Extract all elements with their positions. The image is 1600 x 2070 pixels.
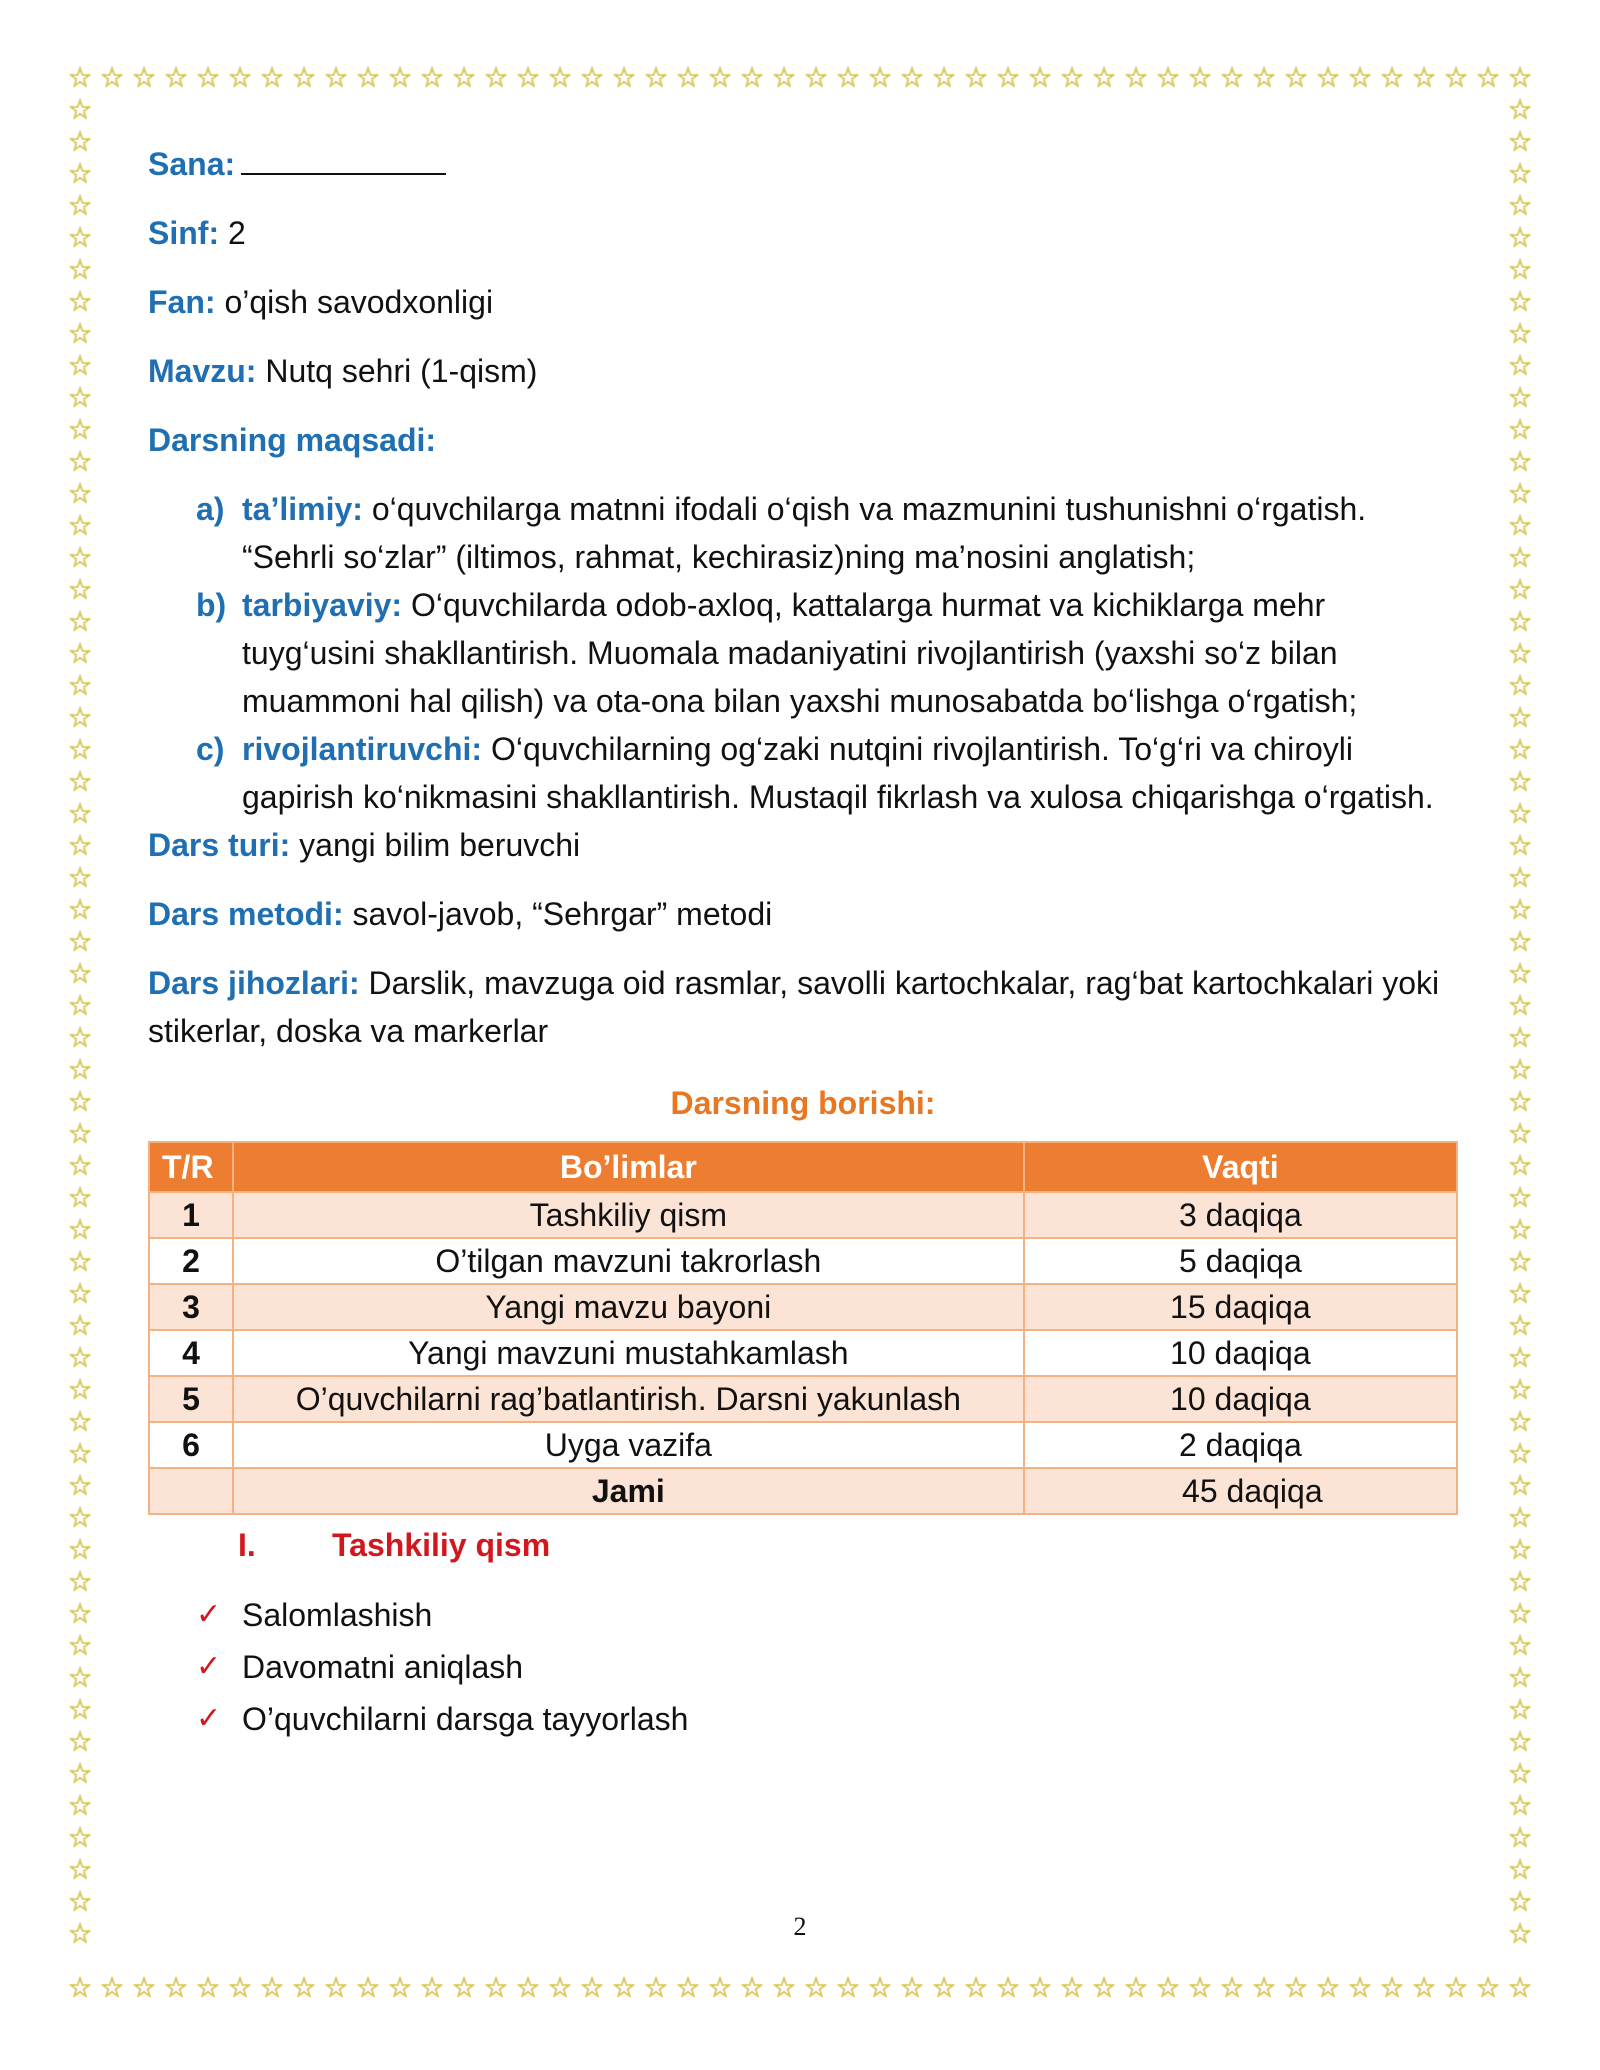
- star-icon: ☆: [1283, 62, 1309, 94]
- star-icon: ☆: [67, 1821, 93, 1854]
- star-icon: ☆: [99, 1972, 125, 2004]
- table-row: [149, 1238, 1457, 1284]
- star-icon: ☆: [1507, 125, 1533, 158]
- star-icon: ☆: [1251, 1972, 1277, 2004]
- star-icon: ☆: [835, 62, 861, 94]
- star-icon: ☆: [67, 157, 93, 190]
- star-icon: ☆: [67, 317, 93, 350]
- checkmark-icon: ✓: [196, 1701, 222, 1736]
- table-row: [149, 1376, 1457, 1422]
- goal-item: [196, 725, 1458, 821]
- star-icon: ☆: [1507, 829, 1533, 862]
- row-number: 1: [149, 1192, 233, 1238]
- star-icon: ☆: [67, 1341, 93, 1374]
- star-icon: ☆: [1507, 1437, 1533, 1470]
- star-icon: ☆: [131, 1972, 157, 2004]
- checklist-item-text: Salomlashish: [242, 1597, 433, 1633]
- row-number: 2: [149, 1238, 233, 1284]
- star-icon: ☆: [195, 1972, 221, 2004]
- star-icon: ☆: [1027, 62, 1053, 94]
- star-icon: ☆: [67, 1245, 93, 1278]
- checklist-item: [196, 1591, 1458, 1639]
- section-title: Darsning borishi:: [670, 1085, 936, 1121]
- star-icon: ☆: [1507, 989, 1533, 1022]
- star-icon: ☆: [67, 1053, 93, 1086]
- star-icon: ☆: [67, 1021, 93, 1054]
- star-icon: ☆: [387, 1972, 413, 2004]
- star-icon: ☆: [1507, 1469, 1533, 1502]
- star-icon: ☆: [1507, 957, 1533, 990]
- star-icon: ☆: [67, 1757, 93, 1790]
- star-icon: ☆: [67, 1213, 93, 1246]
- star-icon: ☆: [1507, 445, 1533, 478]
- star-icon: ☆: [67, 253, 93, 286]
- star-icon: ☆: [1507, 1917, 1533, 1950]
- part-1-title: Tashkiliy qism: [332, 1527, 551, 1563]
- star-icon: ☆: [1507, 285, 1533, 318]
- star-icon: ☆: [867, 62, 893, 94]
- star-icon: ☆: [1507, 509, 1533, 542]
- star-icon: ☆: [1507, 1149, 1533, 1182]
- star-icon: ☆: [1507, 189, 1533, 222]
- star-icon: ☆: [1507, 1821, 1533, 1854]
- star-icon: ☆: [387, 62, 413, 94]
- star-icon: ☆: [1507, 701, 1533, 734]
- header-number: T/R: [149, 1142, 233, 1192]
- star-icon: ☆: [867, 1972, 893, 2004]
- star-icon: ☆: [707, 1972, 733, 2004]
- star-border-left: [64, 94, 96, 1972]
- class-field: [148, 209, 1458, 257]
- star-icon: ☆: [323, 62, 349, 94]
- star-icon: ☆: [1507, 573, 1533, 606]
- star-icon: ☆: [67, 94, 93, 126]
- star-icon: ☆: [963, 62, 989, 94]
- star-icon: ☆: [547, 1972, 573, 2004]
- star-icon: ☆: [67, 1533, 93, 1566]
- star-icon: ☆: [67, 1853, 93, 1886]
- lesson-equipment-value: Darslik, mavzuga oid rasmlar, savolli kartochkalar, rag‘bat kartochkalari yoki stikerlar, doska va markerlar: [148, 965, 1440, 1049]
- checkmark-icon: ✓: [196, 1649, 222, 1684]
- star-icon: ☆: [67, 1277, 93, 1310]
- star-icon: ☆: [67, 349, 93, 382]
- goal-marker: c): [196, 731, 225, 767]
- goal-label: ta’limiy:: [242, 491, 363, 527]
- star-icon: ☆: [1507, 541, 1533, 574]
- star-icon: ☆: [1443, 1972, 1469, 2004]
- star-icon: ☆: [707, 62, 733, 94]
- star-icon: ☆: [67, 925, 93, 958]
- checklist-item-text: O’quvchilarni darsga tayyorlash: [242, 1701, 689, 1737]
- row-number: 4: [149, 1330, 233, 1376]
- star-icon: ☆: [1507, 1053, 1533, 1086]
- row-time: 3 daqiqa: [1024, 1192, 1457, 1238]
- total-time: 45 daqiqa: [1024, 1468, 1457, 1514]
- row-time: 2 daqiqa: [1024, 1422, 1457, 1468]
- goals-label: Darsning maqsadi:: [148, 422, 437, 458]
- star-icon: ☆: [67, 509, 93, 542]
- star-icon: ☆: [739, 62, 765, 94]
- star-icon: ☆: [1507, 1341, 1533, 1374]
- star-icon: ☆: [67, 957, 93, 990]
- star-icon: ☆: [579, 1972, 605, 2004]
- star-icon: ☆: [803, 62, 829, 94]
- star-icon: ☆: [1507, 1853, 1533, 1886]
- goal-item: [196, 485, 1458, 581]
- star-icon: ☆: [611, 62, 637, 94]
- star-icon: ☆: [67, 1725, 93, 1758]
- star-icon: ☆: [1507, 1661, 1533, 1694]
- star-icon: ☆: [1507, 1405, 1533, 1438]
- star-icon: ☆: [1507, 925, 1533, 958]
- table-total-row: [149, 1468, 1457, 1514]
- star-icon: ☆: [1507, 157, 1533, 190]
- checklist-item: [196, 1643, 1458, 1691]
- star-icon: ☆: [1315, 1972, 1341, 2004]
- lesson-method-field: [148, 890, 1458, 938]
- star-icon: ☆: [67, 1309, 93, 1342]
- star-icon: ☆: [67, 1565, 93, 1598]
- star-icon: ☆: [1507, 1309, 1533, 1342]
- star-icon: ☆: [67, 1885, 93, 1918]
- star-icon: ☆: [1507, 1725, 1533, 1758]
- star-icon: ☆: [1475, 1972, 1501, 2004]
- star-icon: ☆: [67, 1597, 93, 1630]
- star-icon: ☆: [291, 1972, 317, 2004]
- star-icon: ☆: [67, 1972, 93, 2004]
- row-section: Tashkiliy qism: [233, 1192, 1024, 1238]
- star-icon: ☆: [355, 62, 381, 94]
- star-border-top: [64, 62, 1536, 94]
- star-icon: ☆: [195, 62, 221, 94]
- star-icon: ☆: [67, 541, 93, 574]
- star-icon: ☆: [419, 1972, 445, 2004]
- star-icon: ☆: [1347, 1972, 1373, 2004]
- star-icon: ☆: [1507, 1885, 1533, 1918]
- part-1-checklist: [148, 1591, 1458, 1743]
- row-number: 5: [149, 1376, 233, 1422]
- star-icon: ☆: [1507, 317, 1533, 350]
- star-icon: ☆: [1379, 62, 1405, 94]
- star-icon: ☆: [67, 1501, 93, 1534]
- table-row: [149, 1192, 1457, 1238]
- star-icon: ☆: [259, 62, 285, 94]
- part-1-roman: I.: [238, 1527, 256, 1563]
- star-icon: ☆: [483, 62, 509, 94]
- row-section: Yangi mavzu bayoni: [233, 1284, 1024, 1330]
- star-icon: ☆: [675, 1972, 701, 2004]
- total-label: Jami: [233, 1468, 1024, 1514]
- total-number: [149, 1468, 233, 1514]
- star-icon: ☆: [323, 1972, 349, 2004]
- star-icon: ☆: [1059, 62, 1085, 94]
- goal-text: O‘quvchilarda odob-axloq, kattalarga hurmat va kichiklarga mehr tuyg‘usini shakllantirish. Muomala madaniyatini rivojlantirish (yaxshi so‘z bilan muammoni hal qilish) va ota-ona bilan yaxshi munosabatda bo‘lishga o‘rgatish;: [242, 587, 1358, 719]
- topic-value: Nutq sehri (1-qism): [265, 353, 538, 389]
- star-icon: ☆: [1507, 1245, 1533, 1278]
- star-icon: ☆: [67, 637, 93, 670]
- star-icon: ☆: [291, 62, 317, 94]
- lesson-method-value: savol-javob, “Sehrgar” metodi: [352, 896, 773, 932]
- goal-marker: b): [196, 587, 227, 623]
- star-icon: ☆: [1507, 893, 1533, 926]
- row-time: 5 daqiqa: [1024, 1238, 1457, 1284]
- star-icon: ☆: [227, 1972, 253, 2004]
- star-icon: ☆: [67, 893, 93, 926]
- row-time: 10 daqiqa: [1024, 1376, 1457, 1422]
- star-icon: ☆: [579, 62, 605, 94]
- star-icon: ☆: [1187, 1972, 1213, 2004]
- star-icon: ☆: [259, 1972, 285, 2004]
- lesson-equipment-field: [148, 959, 1458, 1055]
- date-blank-line: [241, 141, 446, 175]
- star-icon: ☆: [67, 381, 93, 414]
- star-icon: ☆: [67, 989, 93, 1022]
- star-icon: ☆: [1251, 62, 1277, 94]
- star-icon: ☆: [1507, 1629, 1533, 1662]
- star-icon: ☆: [1347, 62, 1373, 94]
- star-icon: ☆: [835, 1972, 861, 2004]
- goal-item: [196, 581, 1458, 725]
- star-icon: ☆: [1155, 1972, 1181, 2004]
- star-icon: ☆: [1507, 349, 1533, 382]
- star-icon: ☆: [67, 477, 93, 510]
- star-icon: ☆: [1411, 1972, 1437, 2004]
- star-icon: ☆: [803, 1972, 829, 2004]
- star-icon: ☆: [1507, 1277, 1533, 1310]
- row-section: Uyga vazifa: [233, 1422, 1024, 1468]
- star-icon: ☆: [931, 1972, 957, 2004]
- star-icon: ☆: [67, 1469, 93, 1502]
- star-icon: ☆: [355, 1972, 381, 2004]
- star-icon: ☆: [899, 62, 925, 94]
- goals-heading: [148, 416, 1458, 464]
- star-border-bottom: [64, 1972, 1536, 2004]
- checklist-item: [196, 1695, 1458, 1743]
- star-icon: ☆: [1507, 1789, 1533, 1822]
- lesson-type-field: [148, 821, 1458, 869]
- topic-label: Mavzu:: [148, 353, 257, 389]
- star-icon: ☆: [67, 285, 93, 318]
- star-icon: ☆: [67, 829, 93, 862]
- star-icon: ☆: [67, 1373, 93, 1406]
- star-icon: ☆: [931, 62, 957, 94]
- star-icon: ☆: [67, 1085, 93, 1118]
- lesson-equipment-label: Dars jihozlari:: [148, 965, 360, 1001]
- star-icon: ☆: [1443, 62, 1469, 94]
- star-icon: ☆: [739, 1972, 765, 2004]
- star-icon: ☆: [1283, 1972, 1309, 2004]
- subject-field: [148, 278, 1458, 326]
- star-icon: ☆: [1091, 62, 1117, 94]
- star-icon: ☆: [451, 62, 477, 94]
- row-section: O’tilgan mavzuni takrorlash: [233, 1238, 1024, 1284]
- star-icon: ☆: [1507, 733, 1533, 766]
- star-icon: ☆: [1475, 62, 1501, 94]
- lesson-type-label: Dars turi:: [148, 827, 291, 863]
- star-icon: ☆: [643, 1972, 669, 2004]
- star-icon: ☆: [67, 1437, 93, 1470]
- checkmark-icon: ✓: [196, 1597, 222, 1632]
- star-icon: ☆: [67, 605, 93, 638]
- star-icon: ☆: [1507, 1501, 1533, 1534]
- star-icon: ☆: [1379, 1972, 1405, 2004]
- star-icon: ☆: [1507, 1181, 1533, 1214]
- star-icon: ☆: [1507, 1972, 1533, 2004]
- star-icon: ☆: [163, 1972, 189, 2004]
- star-icon: ☆: [67, 797, 93, 830]
- date-label: Sana:: [148, 146, 236, 182]
- goal-text: O‘quvchilarning og‘zaki nutqini rivojlantirish. To‘g‘ri va chiroyli gapirish ko‘nikmasini shakllantirish. Mustaqil fikrlash va xulosa chiqarishga o‘rgatish.: [242, 731, 1434, 815]
- star-icon: ☆: [1059, 1972, 1085, 2004]
- star-icon: ☆: [67, 1117, 93, 1150]
- star-icon: ☆: [1219, 1972, 1245, 2004]
- row-number: 6: [149, 1422, 233, 1468]
- star-icon: ☆: [1155, 62, 1181, 94]
- star-icon: ☆: [643, 62, 669, 94]
- star-icon: ☆: [1507, 765, 1533, 798]
- star-icon: ☆: [67, 1181, 93, 1214]
- star-icon: ☆: [1507, 1213, 1533, 1246]
- star-icon: ☆: [1219, 62, 1245, 94]
- star-icon: ☆: [1507, 669, 1533, 702]
- star-icon: ☆: [1507, 1085, 1533, 1118]
- star-icon: ☆: [1507, 477, 1533, 510]
- header-sections: Bo’limlar: [233, 1142, 1024, 1192]
- star-icon: ☆: [995, 62, 1021, 94]
- goals-list: [148, 485, 1458, 821]
- goal-text: o‘quvchilarga matnni ifodali o‘qish va mazmunini tushunishni o‘rgatish. “Sehrli so‘zlar” (iltimos, rahmat, kechirasiz)ning ma’nosini anglatish;: [242, 491, 1367, 575]
- row-time: 15 daqiqa: [1024, 1284, 1457, 1330]
- star-icon: ☆: [1507, 94, 1533, 126]
- star-icon: ☆: [1507, 62, 1533, 94]
- star-icon: ☆: [67, 221, 93, 254]
- star-icon: ☆: [1507, 413, 1533, 446]
- checklist-item-text: Davomatni aniqlash: [242, 1649, 524, 1685]
- row-section: Yangi mavzuni mustahkamlash: [233, 1330, 1024, 1376]
- star-icon: ☆: [675, 62, 701, 94]
- subject-label: Fan:: [148, 284, 216, 320]
- star-icon: ☆: [515, 1972, 541, 2004]
- star-icon: ☆: [67, 1405, 93, 1438]
- star-icon: ☆: [1315, 62, 1341, 94]
- goal-label: rivojlantiruvchi:: [242, 731, 483, 767]
- star-icon: ☆: [483, 1972, 509, 2004]
- table-row: [149, 1330, 1457, 1376]
- star-icon: ☆: [771, 1972, 797, 2004]
- star-icon: ☆: [99, 62, 125, 94]
- star-icon: ☆: [611, 1972, 637, 2004]
- star-icon: ☆: [547, 62, 573, 94]
- star-icon: ☆: [1507, 1021, 1533, 1054]
- star-icon: ☆: [67, 445, 93, 478]
- row-time: 10 daqiqa: [1024, 1330, 1457, 1376]
- star-icon: ☆: [899, 1972, 925, 2004]
- star-icon: ☆: [963, 1972, 989, 2004]
- lesson-plan-table: [148, 1141, 1458, 1515]
- lesson-type-value: yangi bilim beruvchi: [299, 827, 581, 863]
- star-icon: ☆: [1507, 253, 1533, 286]
- star-icon: ☆: [67, 765, 93, 798]
- star-icon: ☆: [67, 861, 93, 894]
- star-icon: ☆: [67, 701, 93, 734]
- topic-field: [148, 347, 1458, 395]
- star-icon: ☆: [1507, 1693, 1533, 1726]
- class-value: 2: [227, 215, 246, 251]
- star-icon: ☆: [1507, 1117, 1533, 1150]
- star-icon: ☆: [1411, 62, 1437, 94]
- star-icon: ☆: [67, 1149, 93, 1182]
- row-number: 3: [149, 1284, 233, 1330]
- star-icon: ☆: [1507, 605, 1533, 638]
- date-field: [148, 140, 1458, 188]
- star-icon: ☆: [515, 62, 541, 94]
- star-icon: ☆: [1507, 381, 1533, 414]
- goal-label: tarbiyaviy:: [242, 587, 403, 623]
- star-icon: ☆: [67, 1629, 93, 1662]
- header-time: Vaqti: [1024, 1142, 1457, 1192]
- star-icon: ☆: [1123, 1972, 1149, 2004]
- star-icon: ☆: [1507, 1565, 1533, 1598]
- lesson-plan-page: [148, 140, 1458, 1747]
- star-icon: ☆: [1507, 1533, 1533, 1566]
- star-icon: ☆: [1187, 62, 1213, 94]
- subject-value: o’qish savodxonligi: [224, 284, 494, 320]
- star-icon: ☆: [67, 669, 93, 702]
- star-icon: ☆: [451, 1972, 477, 2004]
- part-1-heading: [148, 1521, 1458, 1569]
- star-icon: ☆: [1507, 637, 1533, 670]
- star-icon: ☆: [1507, 1597, 1533, 1630]
- star-icon: ☆: [1507, 797, 1533, 830]
- star-icon: ☆: [1027, 1972, 1053, 2004]
- star-icon: ☆: [1507, 221, 1533, 254]
- lesson-method-label: Dars metodi:: [148, 896, 344, 932]
- star-icon: ☆: [1507, 861, 1533, 894]
- star-icon: ☆: [67, 62, 93, 94]
- page-number: 2: [793, 1912, 807, 1941]
- star-icon: ☆: [419, 62, 445, 94]
- star-icon: ☆: [995, 1972, 1021, 2004]
- star-icon: ☆: [67, 573, 93, 606]
- star-icon: ☆: [67, 413, 93, 446]
- star-icon: ☆: [67, 1693, 93, 1726]
- star-icon: ☆: [1091, 1972, 1117, 2004]
- table-row: [149, 1284, 1457, 1330]
- star-border-right: [1504, 94, 1536, 1972]
- star-icon: ☆: [67, 125, 93, 158]
- star-icon: ☆: [1507, 1373, 1533, 1406]
- table-header-row: [149, 1142, 1457, 1192]
- star-icon: ☆: [67, 1661, 93, 1694]
- star-icon: ☆: [227, 62, 253, 94]
- star-icon: ☆: [67, 1917, 93, 1950]
- star-icon: ☆: [771, 62, 797, 94]
- star-icon: ☆: [67, 733, 93, 766]
- star-icon: ☆: [1507, 1757, 1533, 1790]
- star-icon: ☆: [67, 189, 93, 222]
- table-row: [149, 1422, 1457, 1468]
- star-icon: ☆: [1123, 62, 1149, 94]
- star-icon: ☆: [67, 1789, 93, 1822]
- star-icon: ☆: [131, 62, 157, 94]
- goal-marker: a): [196, 491, 225, 527]
- row-section: O’quvchilarni rag’batlantirish. Darsni yakunlash: [233, 1376, 1024, 1422]
- star-icon: ☆: [163, 62, 189, 94]
- class-label: Sinf:: [148, 215, 220, 251]
